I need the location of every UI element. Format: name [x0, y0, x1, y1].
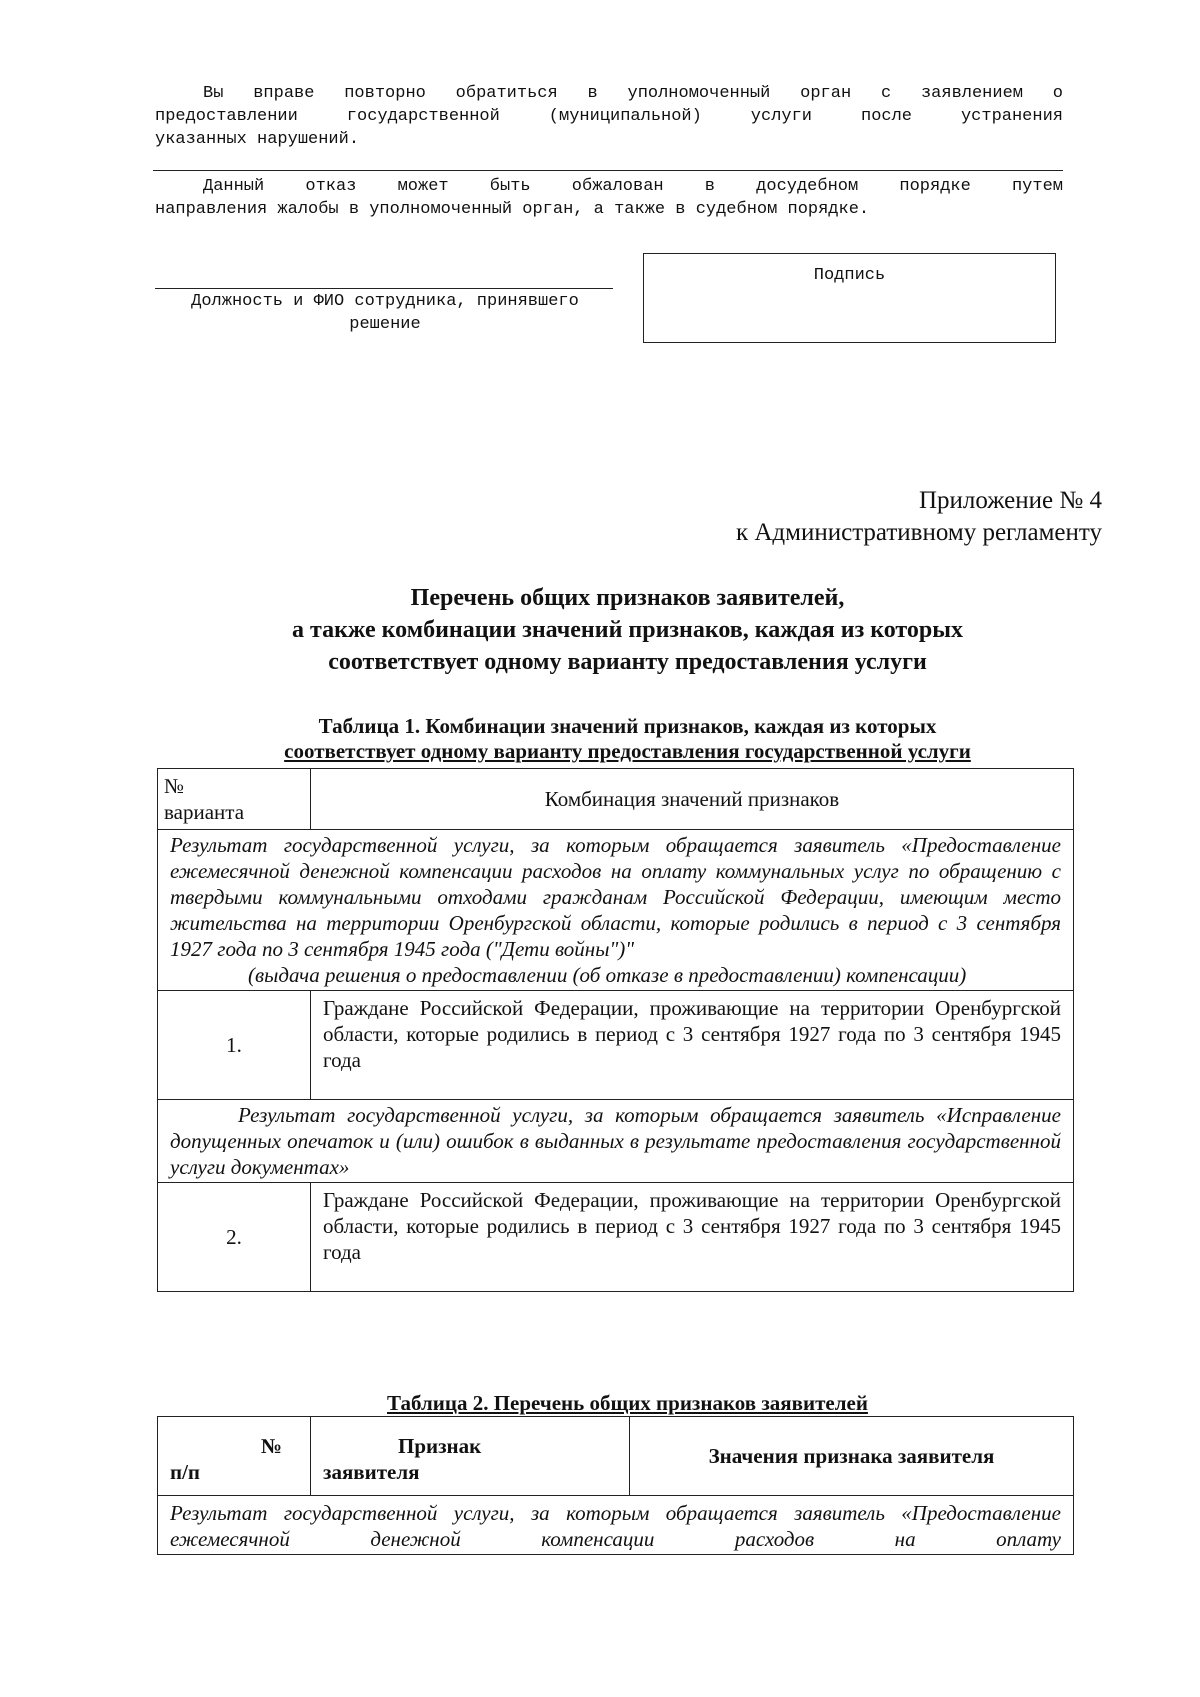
group-result-compensation: [158, 830, 1074, 991]
table1-caption-line: Таблица 1. Комбинации значений признаков, каждая из которых: [318, 714, 937, 738]
table-header-row: [158, 769, 1074, 830]
table-group-row: [158, 1496, 1074, 1555]
variant-value: Граждане Российской Федерации, проживающие на территории Оренбургской области, которые родились в период с 3 сентября 1927 года по 3 сентября 1945 года: [311, 991, 1074, 1100]
table-group-row: [158, 1100, 1074, 1183]
group-result-correction: [158, 1100, 1074, 1183]
annex-heading: [736, 485, 1102, 549]
table-group-row: [158, 830, 1074, 991]
separator-line: [153, 170, 1063, 171]
group-result-compensation: Результат государственной услуги, за которым обращается заявитель «Предоставление ежемесячной денежной компенсации расходов на оплату: [158, 1496, 1074, 1555]
notice-line: направления жалобы в уполномоченный орган, а также в судебном порядке.: [155, 200, 870, 219]
table1: [157, 768, 1074, 1292]
header-sign-line: Признак: [398, 1434, 482, 1458]
title-line: Перечень общих признаков заявителей,: [410, 585, 845, 611]
notice-paragraph-resubmit: [155, 82, 1063, 151]
header-num-sign: №: [164, 774, 185, 798]
table1-caption-line: соответствует одному варианту предоставления государственной услуги: [284, 739, 971, 763]
table2: [157, 1416, 1074, 1555]
notice-line: предоставлении государственной (муниципальной) услуги после устранения: [155, 107, 1063, 126]
header-sign-values: Значения признака заявителя: [630, 1417, 1074, 1496]
notice-line: указанных нарушений.: [155, 130, 360, 149]
group-text: Результат государственной услуги, за которым обращается заявитель «Исправление допущенных опечаток и (или) ошибок в выданных в результате предоставления государственной услуги документах»: [170, 1103, 1061, 1179]
notice-line: Данный отказ может быть обжалован в досудебном порядке путем: [203, 177, 1063, 196]
position-label: [155, 290, 615, 336]
header-applicant-sign: [311, 1417, 630, 1496]
position-label-line: Должность и ФИО сотрудника, принявшего: [191, 292, 579, 311]
header-num-label: варианта: [164, 800, 245, 824]
table2-caption: Таблица 2. Перечень общих признаков заявителей: [387, 1391, 868, 1415]
variant-number: 1.: [158, 991, 311, 1100]
title-line: соответствует одному варианту предоставления услуги: [328, 649, 927, 675]
table1-caption: [155, 714, 1100, 764]
annex-number: Приложение № 4: [918, 487, 1102, 514]
group-text: Результат государственной услуги, за которым обращается заявитель «Предоставление ежемесячной денежной компенсации расходов на оплату коммунальных услуг по обращению с твердыми коммунальными отходами гражданам Российской Федерации, имеющим место жительства на территории Оренбургской области, которые родились в период с 3 сентября 1927 года по 3 сентября 1945 года ("Дети войны")": [170, 833, 1061, 961]
table-header-row: [158, 1417, 1074, 1496]
header-num-label: п/п: [170, 1460, 201, 1484]
position-signature-line: [155, 288, 613, 289]
page-title: [155, 582, 1100, 678]
table-row: [158, 991, 1074, 1100]
signature-box-label: Подпись: [813, 266, 886, 285]
header-combination: Комбинация значений признаков: [311, 769, 1074, 830]
header-variant-number: [158, 769, 311, 830]
notice-paragraph-appeal: [155, 175, 1063, 221]
header-sign-line: заявителя: [323, 1460, 420, 1484]
header-num-sign: №: [260, 1434, 282, 1458]
table-row: [158, 1183, 1074, 1292]
title-line: а также комбинации значений признаков, каждая из которых: [292, 617, 963, 643]
notice-line: Вы вправе повторно обратиться в уполномоченный орган с заявлением о: [203, 84, 1063, 103]
header-row-number: [158, 1417, 311, 1496]
signature-box: [643, 253, 1056, 343]
annex-reference: к Административному регламенту: [735, 519, 1102, 546]
variant-number: 2.: [158, 1183, 311, 1292]
variant-value: Граждане Российской Федерации, проживающие на территории Оренбургской области, которые родились в период с 3 сентября 1927 года по 3 сентября 1945 года: [311, 1183, 1074, 1292]
position-label-line: решение: [349, 315, 421, 334]
group-subtext: (выдача решения о предоставлении (об отказе в предоставлении) компенсации): [248, 963, 967, 987]
